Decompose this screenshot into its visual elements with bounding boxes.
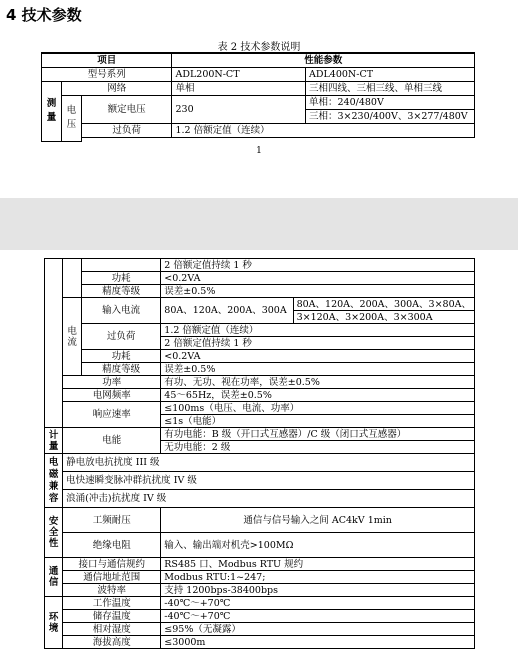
altitude-label: 海拔高度 (63, 636, 161, 649)
humidity-value: ≤95%（无凝露） (161, 623, 475, 636)
rated-voltage-label: 额定电压 (81, 96, 172, 124)
network-label: 网络 (61, 82, 172, 96)
rated-voltage-b2: 三相：3×230/400V、3×277/480V (306, 110, 475, 124)
voltage-power-consumption-label: 功耗 (82, 272, 161, 285)
input-current-b1: 80A、120A、200A、300A、3×80A、 (293, 298, 474, 311)
insulation-value: 输入、输出端对机壳>100MΩ (161, 533, 475, 558)
energy-value-1: 有功电能：B 级（开口式互感器）/C 级（闭口式互感器） (161, 428, 475, 441)
address-value: Modbus RTU:1~247; (161, 571, 475, 584)
withstand-label: 工频耐压 (63, 508, 161, 533)
power-value: 有功、无功、视在功率，误差±0.5% (161, 376, 475, 389)
page-number: 1 (256, 146, 262, 156)
category-measurement: 测量 (42, 82, 62, 142)
work-temp-value: -40℃～+70℃ (161, 597, 475, 610)
model-b: ADL400N-CT (306, 68, 475, 82)
response-value-1: ≤100ms（电压、电流、功率） (161, 402, 475, 415)
category-safety: 安全性 (45, 508, 63, 558)
storage-temp-value: -40℃～+70℃ (161, 610, 475, 623)
category-emc: 电磁兼容 (45, 454, 63, 508)
rated-voltage-b1: 单相：240/480V (306, 96, 475, 110)
page-gap (0, 198, 518, 250)
input-current-a: 80A、120A、200A、300A (161, 298, 293, 324)
category-communication: 通信 (45, 558, 63, 597)
input-current-label: 输入电流 (82, 298, 161, 324)
humidity-label: 相对湿度 (63, 623, 161, 636)
overload-value: 1.2 倍额定值（连续） (172, 124, 475, 138)
response-label: 响应速率 (63, 402, 161, 428)
subcategory-voltage: 电压 (61, 96, 81, 142)
emc-surge: 浪涌(冲击)抗扰度 IV 级 (63, 490, 475, 508)
energy-value-2: 无功电能：2 级 (161, 441, 475, 454)
storage-temp-label: 储存温度 (63, 610, 161, 623)
network-b: 三相四线、三相三线、单相三线 (306, 82, 475, 96)
current-overload-label: 过负荷 (82, 324, 161, 350)
model-a: ADL200N-CT (172, 68, 306, 82)
work-temp-label: 工作温度 (63, 597, 161, 610)
spec-table-page2 (44, 258, 475, 649)
withstand-value: 通信与信号输入之间 AC4kV 1min (161, 508, 475, 533)
voltage-power-consumption-value: <0.2VA (161, 272, 475, 285)
voltage-accuracy-label: 精度等级 (82, 285, 161, 298)
header-item: 项目 (42, 53, 172, 68)
address-label: 通信地址范围 (63, 571, 161, 584)
current-power-consumption-label: 功耗 (82, 350, 161, 363)
frequency-value: 45～65Hz，误差±0.5% (161, 389, 475, 402)
category-measurement-cont (45, 259, 63, 428)
section-heading: 4 技术参数 (6, 6, 82, 24)
table-caption: 表 2 技术参数说明 (217, 42, 301, 53)
header-performance: 性能参数 (172, 53, 475, 68)
category-metering: 计量 (45, 428, 63, 454)
emc-esd: 静电放电抗扰度 III 级 (63, 454, 475, 472)
current-accuracy-value: 误差±0.5% (161, 363, 475, 376)
current-overload-v2: 2 倍额定值持续 1 秒 (161, 337, 475, 350)
rated-voltage-a: 230 (172, 96, 306, 124)
emc-eft: 电快速瞬变脉冲群抗扰度 IV 级 (63, 472, 475, 490)
interface-label: 接口与通信规约 (63, 558, 161, 571)
overload-cont-label (82, 259, 161, 272)
category-environment: 环境 (45, 597, 63, 649)
overload-label: 过负荷 (81, 124, 172, 138)
subcategory-current: 电流 (63, 298, 82, 376)
current-power-consumption-value: <0.2VA (161, 350, 475, 363)
frequency-label: 电网频率 (63, 389, 161, 402)
subcategory-voltage-cont (63, 259, 82, 298)
insulation-label: 绝缘电阻 (63, 533, 161, 558)
spec-table-page1 (41, 52, 475, 142)
interface-value: RS485 口、Modbus RTU 规约 (161, 558, 475, 571)
power-label: 功率 (63, 376, 161, 389)
energy-label: 电能 (63, 428, 161, 454)
baud-value: 支持 1200bps-38400bps (161, 584, 475, 597)
overload-2x: 2 倍额定值持续 1 秒 (161, 259, 475, 272)
baud-label: 波特率 (63, 584, 161, 597)
current-accuracy-label: 精度等级 (82, 363, 161, 376)
altitude-value: ≤3000m (161, 636, 475, 649)
model-label: 型号系列 (42, 68, 172, 82)
network-a: 单相 (172, 82, 306, 96)
input-current-b2: 3×120A、3×200A、3×300A (293, 311, 474, 324)
current-overload-v1: 1.2 倍额定值（连续） (161, 324, 475, 337)
voltage-accuracy-value: 误差±0.5% (161, 285, 475, 298)
response-value-2: ≤1s（电能） (161, 415, 475, 428)
